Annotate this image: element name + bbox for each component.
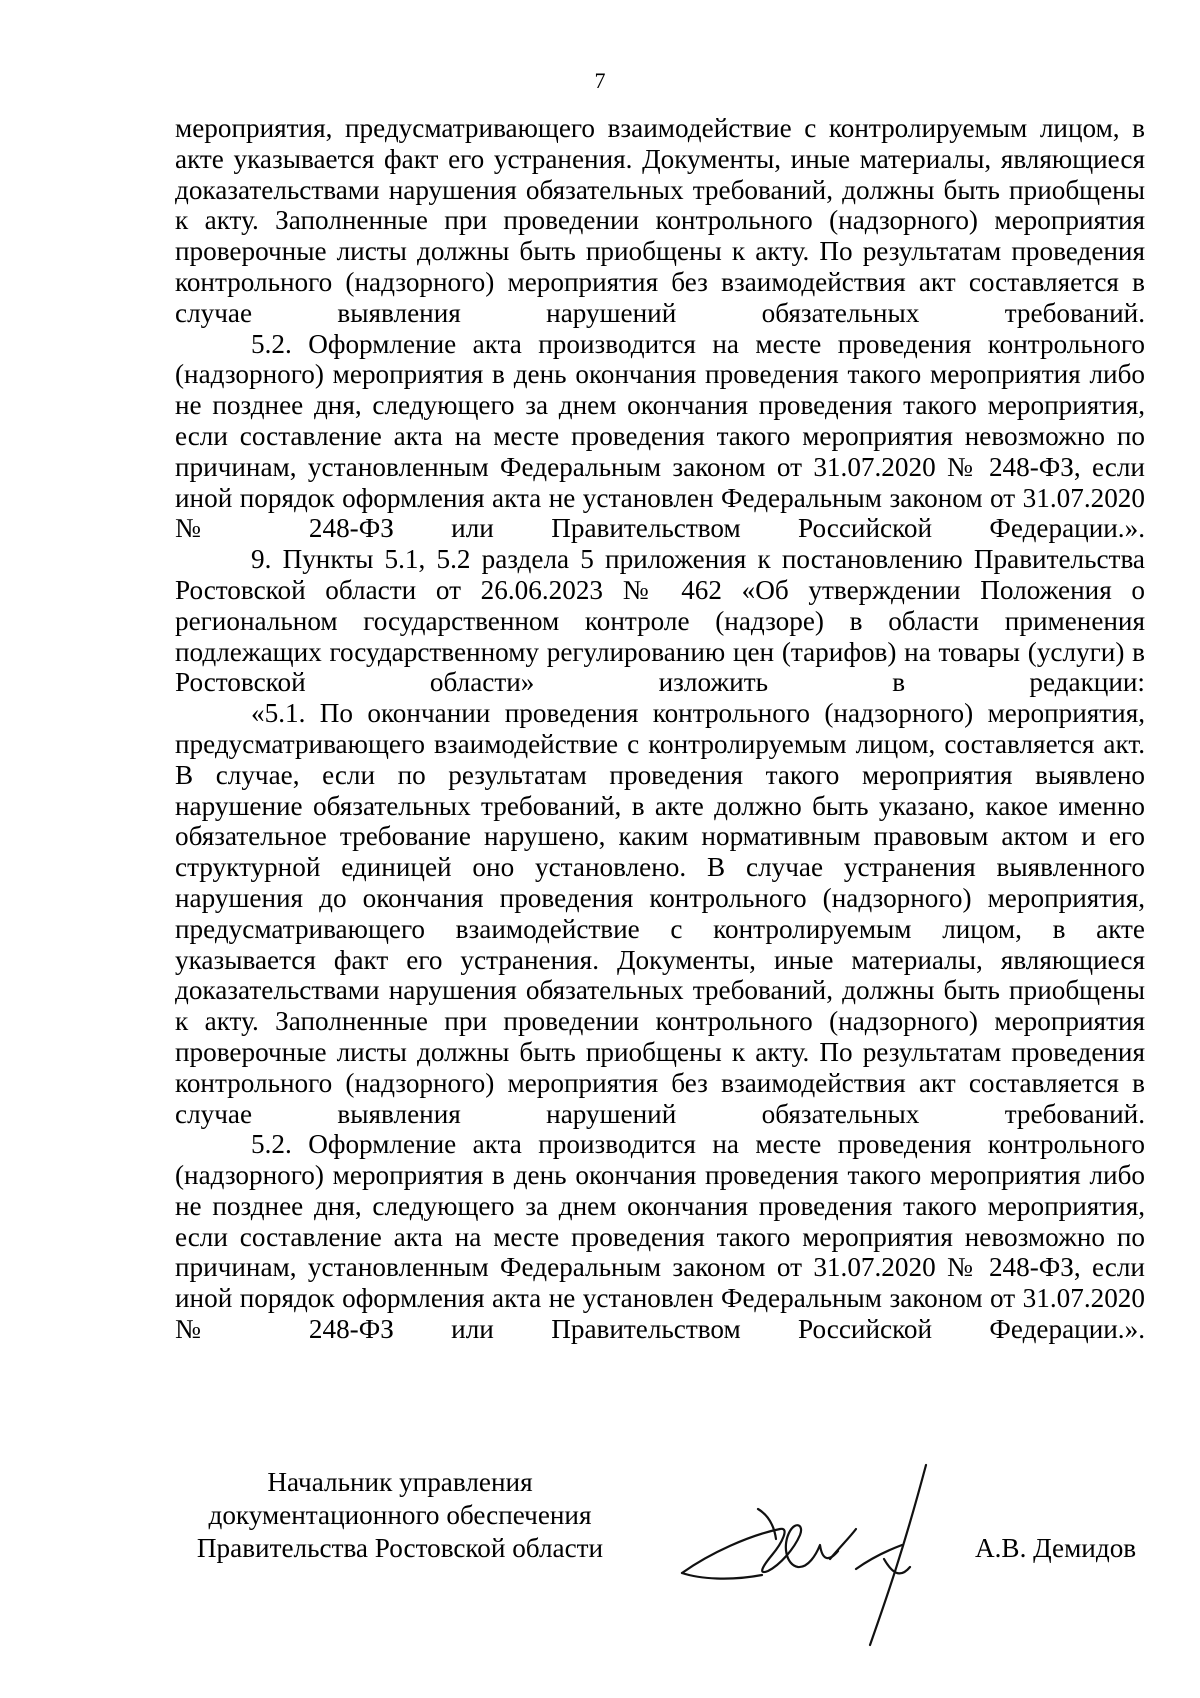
- signatory-name: А.В. Демидов: [975, 1533, 1137, 1563]
- position-line: документационного обеспечения: [208, 1500, 592, 1530]
- signatory-position: [175, 1466, 625, 1565]
- position-line: Начальник управления: [267, 1467, 533, 1497]
- paragraph-continuation: мероприятия, предусматривающего взаимодействие с контролируемым лицом, в акте указывается факт его устранения. Документы, иные материалы, являющиеся доказательствами нарушения обязательных требований, должны быть приобщены к акту. Заполненные при проведении контрольного (надзорного) мероприятия проверочные листы должны быть приобщены к акту. По результатам проведения контрольного (надзорного) мероприятия без взаимодействия акт составляется в случае выявления нарушений обязательных требований.: [175, 113, 1145, 328]
- paragraph-clause-5-2: 5.2. Оформление акта производится на месте проведения контрольного (надзорного) мероприятия в день окончания проведения такого мероприятия либо не позднее дня, следующего за днем окончания проведения такого мероприятия, если составление акта на месте проведения такого мероприятия невозможно по причинам, установленным Федеральным законом от 31.07.2020 № 248-ФЗ, если иной порядок оформления акта не установлен Федеральным законом от 31.07.2020 № 248-ФЗ или Правительством Российской Федерации.».: [175, 328, 1145, 544]
- paragraph-item-9: 9. Пункты 5.1, 5.2 раздела 5 приложения к постановлению Правительства Ростовской области от 26.06.2023 № 462 «Об утверждении Положения о региональном государственном контроле (надзоре) в области применения подлежащих государственному регулированию цен (тарифов) на товары (услуги) в Ростовской области» изложить в редакции:: [175, 544, 1145, 698]
- page-number: 7: [594, 68, 606, 93]
- paragraph-clause-5-2-new: 5.2. Оформление акта производится на месте проведения контрольного (надзорного) мероприятия в день окончания проведения такого мероприятия либо не позднее дня, следующего за днем окончания проведения такого мероприятия, если составление акта на месте проведения такого мероприятия невозможно по причинам, установленным Федеральным законом от 31.07.2020 № 248-ФЗ, если иной порядок оформления акта не установлен Федеральным законом от 31.07.2020 № 248-ФЗ или Правительством Российской Федерации.».: [175, 1129, 1145, 1345]
- paragraph-clause-5-1-new: «5.1. По окончании проведения контрольного (надзорного) мероприятия, предусматривающего взаимодействие с контролируемым лицом, составляется акт. В случае, если по результатам проведения такого мероприятия выявлено нарушение обязательных требований, в акте должно быть указано, какое именно обязательное требование нарушено, каким нормативным правовым актом и его структурной единицей оно установлено. В случае устранения выявленного нарушения до окончания проведения контрольного (надзорного) мероприятия, предусматривающего взаимодействие с контролируемым лицом, в акте указывается факт его устранения. Документы, иные материалы, являющиеся доказательствами нарушения обязательных требований, должны быть приобщены к акту. Заполненные при проведении контрольного (надзорного) мероприятия проверочные листы должны быть приобщены к акту. По результатам проведения контрольного (надзорного) мероприятия без взаимодействия акт составляется в случае выявления нарушений обязательных требований.: [175, 698, 1145, 1129]
- handwritten-signature: [670, 1455, 950, 1655]
- position-line: Правительства Ростовской области: [196, 1533, 604, 1563]
- document-body: [175, 113, 1145, 1345]
